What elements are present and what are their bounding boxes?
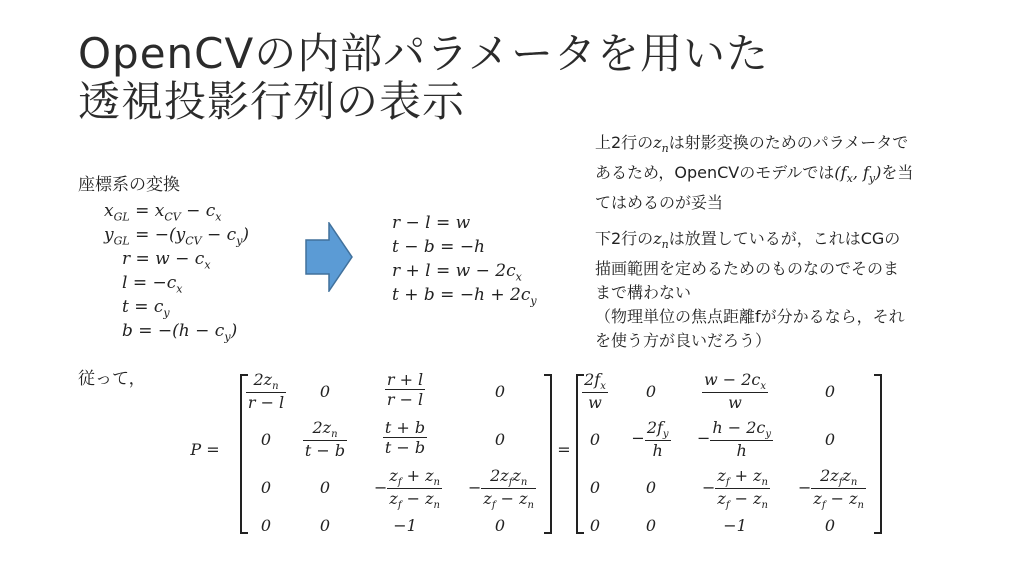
- derived-eq-3: $r + l = w - 2c_x$: [392, 261, 522, 284]
- title-line-1: OpenCVの内部パラメータを用いた: [78, 29, 769, 78]
- coord-eq-5: $t = c_y$: [122, 297, 170, 320]
- coord-eq-2: $y_{GL} = -(y_{CV} - c_y)$: [104, 225, 250, 248]
- left-matrix-cell: 0: [319, 516, 331, 535]
- left-matrix-cell: 0: [494, 382, 506, 401]
- matrix-lhs: P =: [190, 440, 220, 459]
- right-matrix-cell: − $\frac{z_f + z_n}{z_f - z_n}$: [701, 466, 768, 512]
- coord-heading: 座標系の変換: [78, 175, 180, 195]
- coord-eq-4: $l = -c_x$: [122, 273, 183, 296]
- right-matrix-cell: 0: [645, 382, 657, 401]
- left-matrix-cell: 0: [319, 382, 331, 401]
- left-matrix-cell: − $\frac{z_f + z_n}{z_f - z_n}$: [373, 466, 440, 512]
- right-matrix-cell: 0: [589, 430, 601, 449]
- left-matrix-cell: 0: [260, 430, 272, 449]
- note-lower: 下2行の$z_n$は放置しているが，これはCGの 描画範囲を定めるためのものなのでそのま まで構わない （物理単位の焦点距離fが分かるなら，それ を使う方が良いだろう）: [595, 229, 905, 351]
- left-matrix-cell: $\frac{r + l}{r - l}$: [386, 370, 424, 409]
- right-matrix-cell: 0: [824, 430, 836, 449]
- matrix-equals: =: [557, 440, 571, 459]
- left-matrix-cell: 0: [260, 478, 272, 497]
- left-matrix-cell: −1: [393, 516, 417, 535]
- right-matrix-cell: −1: [723, 516, 747, 535]
- right-matrix-cell: $\frac{w - 2c_x}{w}$: [703, 370, 767, 413]
- left-matrix-cell: 0: [494, 430, 506, 449]
- right-matrix-cell: − $\frac{2f_y}{h}$: [631, 418, 669, 461]
- right-matrix-cell: 0: [645, 516, 657, 535]
- right-matrix-cell: 0: [589, 516, 601, 535]
- coord-eq-6: $b = -(h - c_y)$: [122, 321, 238, 344]
- left-matrix-cell: $\frac{2z_n}{t - b}$: [304, 418, 346, 461]
- left-matrix-cell: $\frac{2z_n}{r - l}$: [247, 370, 285, 413]
- right-matrix-cell: $\frac{2f_x}{w}$: [584, 370, 606, 413]
- therefore-text: 従って，: [78, 369, 146, 389]
- coord-eq-1: $x_{GL} = x_{CV} - c_x$: [104, 201, 222, 224]
- right-matrix-cell: 0: [824, 516, 836, 535]
- derived-eq-2: t − b = −h: [392, 237, 486, 257]
- left-matrix-cell: 0: [494, 516, 506, 535]
- right-matrix-cell: 0: [589, 478, 601, 497]
- derived-eq-4: $t + b = -h + 2c_y$: [392, 285, 537, 308]
- left-matrix-cell: 0: [260, 516, 272, 535]
- right-matrix-cell: 0: [645, 478, 657, 497]
- coord-eq-3: $r = w - c_x$: [122, 249, 211, 272]
- left-matrix-cell: − $\frac{2z_fz_n}{z_f - z_n}$: [467, 466, 534, 512]
- left-matrix-cell: $\frac{t + b}{t - b}$: [384, 418, 426, 457]
- right-matrix-cell: − $\frac{h - 2c_y}{h}$: [696, 418, 772, 461]
- right-matrix-cell: 0: [824, 382, 836, 401]
- derived-eq-1: r − l = w: [392, 213, 471, 233]
- left-matrix-cell: 0: [319, 478, 331, 497]
- right-matrix-cell: − $\frac{2z_fz_n}{z_f - z_n}$: [797, 466, 864, 512]
- title-line-2: 透視投影行列の表示: [78, 77, 466, 126]
- note-upper: 上2行の$z_n$は射影変換のためのパラメータで あるため，OpenCVのモデルでは($f_x$, $f_y$)を当 てはめるのが妥当: [595, 133, 914, 213]
